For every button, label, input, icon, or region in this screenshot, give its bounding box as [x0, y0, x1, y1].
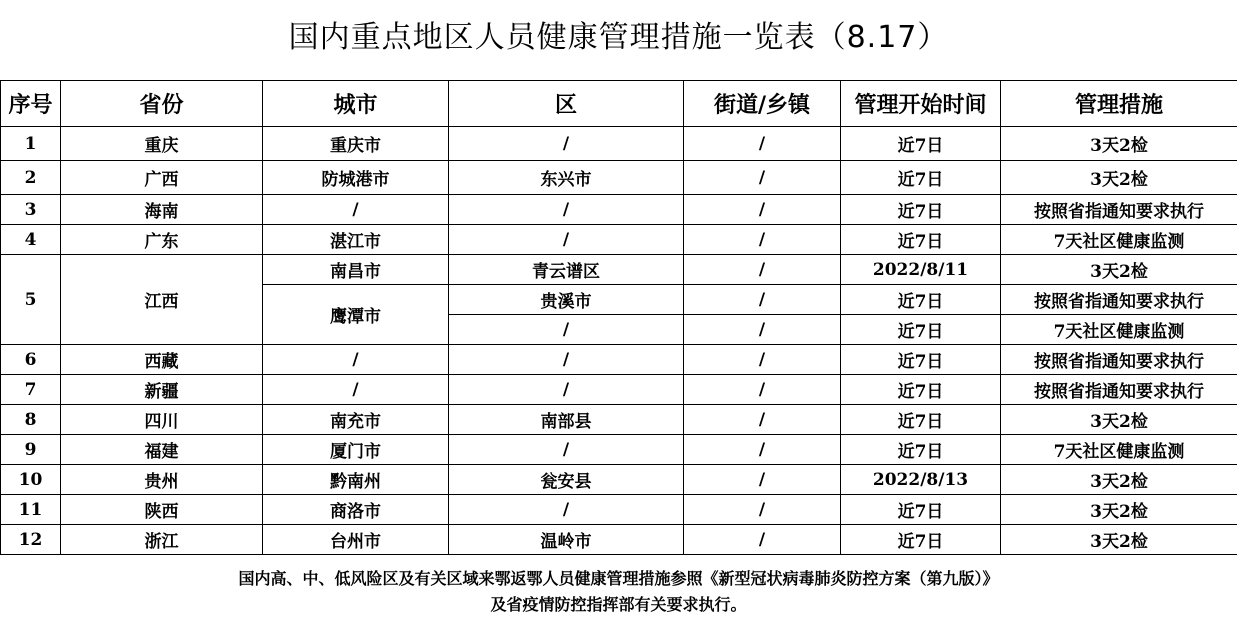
- cell-measure: 3天2检: [1001, 405, 1237, 435]
- cell-province: 新疆: [61, 375, 263, 405]
- cell-city: /: [263, 195, 449, 225]
- cell-street: /: [684, 495, 841, 525]
- table-row: [1, 127, 1237, 161]
- cell-street: /: [684, 315, 841, 345]
- cell-province: 广西: [61, 161, 263, 195]
- cell-city: 鹰潭市: [263, 285, 449, 345]
- cell-street: /: [684, 161, 841, 195]
- cell-street: /: [684, 127, 841, 161]
- cell-start-time: 近7日: [841, 127, 1001, 161]
- cell-district: 青云谱区: [449, 255, 684, 285]
- cell-district: 温岭市: [449, 525, 684, 555]
- table-row: [1, 495, 1237, 525]
- cell-district: /: [449, 345, 684, 375]
- cell-city: /: [263, 345, 449, 375]
- cell-start-time: 近7日: [841, 225, 1001, 255]
- cell-city: 台州市: [263, 525, 449, 555]
- cell-street: /: [684, 525, 841, 555]
- header-measure: 管理措施: [1001, 81, 1237, 127]
- cell-start-time: 近7日: [841, 525, 1001, 555]
- footer-note: [0, 566, 1237, 618]
- header-province: 省份: [61, 81, 263, 127]
- cell-city: 南昌市: [263, 255, 449, 285]
- cell-street: /: [684, 255, 841, 285]
- cell-no: 6: [1, 345, 61, 375]
- cell-no: 1: [1, 127, 61, 161]
- cell-measure: 按照省指通知要求执行: [1001, 285, 1237, 315]
- cell-city: /: [263, 375, 449, 405]
- cell-no: 2: [1, 161, 61, 195]
- cell-measure: 按照省指通知要求执行: [1001, 195, 1237, 225]
- cell-no: 11: [1, 495, 61, 525]
- cell-province: 西藏: [61, 345, 263, 375]
- table-row: [1, 195, 1237, 225]
- cell-city: 防城港市: [263, 161, 449, 195]
- cell-district: 南部县: [449, 405, 684, 435]
- cell-province: 广东: [61, 225, 263, 255]
- cell-no: 5: [1, 255, 61, 345]
- cell-start-time: 近7日: [841, 345, 1001, 375]
- cell-measure: 按照省指通知要求执行: [1001, 375, 1237, 405]
- table-header-row: [1, 81, 1237, 127]
- cell-measure: 3天2检: [1001, 161, 1237, 195]
- table-row: [1, 255, 1237, 285]
- cell-no: 3: [1, 195, 61, 225]
- cell-street: /: [684, 195, 841, 225]
- measures-table: [0, 80, 1237, 555]
- cell-measure: 7天社区健康监测: [1001, 225, 1237, 255]
- cell-province: 海南: [61, 195, 263, 225]
- cell-city: 商洛市: [263, 495, 449, 525]
- cell-street: /: [684, 375, 841, 405]
- footer-line-1: 国内高、中、低风险区及有关区域来鄂返鄂人员健康管理措施参照《新型冠状病毒肺炎防控方案（第九版）》: [238, 569, 999, 588]
- header-start-time: 管理开始时间: [841, 81, 1001, 127]
- cell-start-time: 近7日: [841, 375, 1001, 405]
- cell-start-time: 2022/8/11: [841, 255, 1001, 285]
- cell-district: 东兴市: [449, 161, 684, 195]
- cell-measure: 7天社区健康监测: [1001, 435, 1237, 465]
- footer-line-2: 及省疫情防控指挥部有关要求执行。: [490, 595, 747, 614]
- cell-start-time: 近7日: [841, 285, 1001, 315]
- cell-start-time: 近7日: [841, 435, 1001, 465]
- cell-city: 南充市: [263, 405, 449, 435]
- table-row: [1, 161, 1237, 195]
- cell-no: 10: [1, 465, 61, 495]
- cell-province: 贵州: [61, 465, 263, 495]
- header-street: 街道/乡镇: [684, 81, 841, 127]
- cell-measure: 按照省指通知要求执行: [1001, 345, 1237, 375]
- cell-no: 12: [1, 525, 61, 555]
- cell-street: /: [684, 285, 841, 315]
- cell-no: 8: [1, 405, 61, 435]
- cell-province: 福建: [61, 435, 263, 465]
- header-district: 区: [449, 81, 684, 127]
- cell-start-time: 近7日: [841, 405, 1001, 435]
- cell-district: 瓮安县: [449, 465, 684, 495]
- cell-district: /: [449, 225, 684, 255]
- table-row: [1, 405, 1237, 435]
- cell-district: 贵溪市: [449, 285, 684, 315]
- cell-street: /: [684, 225, 841, 255]
- cell-measure: 3天2检: [1001, 495, 1237, 525]
- table-row: [1, 375, 1237, 405]
- cell-street: /: [684, 435, 841, 465]
- cell-province: 江西: [61, 255, 263, 345]
- page-title: 国内重点地区人员健康管理措施一览表（8.17）: [288, 20, 949, 55]
- cell-district: /: [449, 435, 684, 465]
- cell-city: 湛江市: [263, 225, 449, 255]
- cell-province: 陕西: [61, 495, 263, 525]
- table-row: [1, 465, 1237, 495]
- cell-district: /: [449, 375, 684, 405]
- table-row: [1, 225, 1237, 255]
- cell-start-time: 近7日: [841, 161, 1001, 195]
- cell-district: /: [449, 315, 684, 345]
- cell-measure: 7天社区健康监测: [1001, 315, 1237, 345]
- cell-district: /: [449, 195, 684, 225]
- cell-no: 9: [1, 435, 61, 465]
- cell-measure: 3天2检: [1001, 465, 1237, 495]
- cell-measure: 3天2检: [1001, 127, 1237, 161]
- table-row: [1, 525, 1237, 555]
- cell-district: /: [449, 495, 684, 525]
- cell-street: /: [684, 345, 841, 375]
- cell-city: 黔南州: [263, 465, 449, 495]
- cell-no: 7: [1, 375, 61, 405]
- header-city: 城市: [263, 81, 449, 127]
- table-row: [1, 345, 1237, 375]
- cell-measure: 3天2检: [1001, 525, 1237, 555]
- cell-province: 四川: [61, 405, 263, 435]
- cell-start-time: 近7日: [841, 195, 1001, 225]
- header-no: 序号: [1, 81, 61, 127]
- cell-street: /: [684, 465, 841, 495]
- cell-street: /: [684, 405, 841, 435]
- cell-city: 重庆市: [263, 127, 449, 161]
- cell-province: 重庆: [61, 127, 263, 161]
- cell-start-time: 近7日: [841, 495, 1001, 525]
- cell-city: 厦门市: [263, 435, 449, 465]
- cell-start-time: 近7日: [841, 315, 1001, 345]
- table-row: [1, 435, 1237, 465]
- cell-province: 浙江: [61, 525, 263, 555]
- cell-no: 4: [1, 225, 61, 255]
- cell-district: /: [449, 127, 684, 161]
- cell-measure: 3天2检: [1001, 255, 1237, 285]
- cell-start-time: 2022/8/13: [841, 465, 1001, 495]
